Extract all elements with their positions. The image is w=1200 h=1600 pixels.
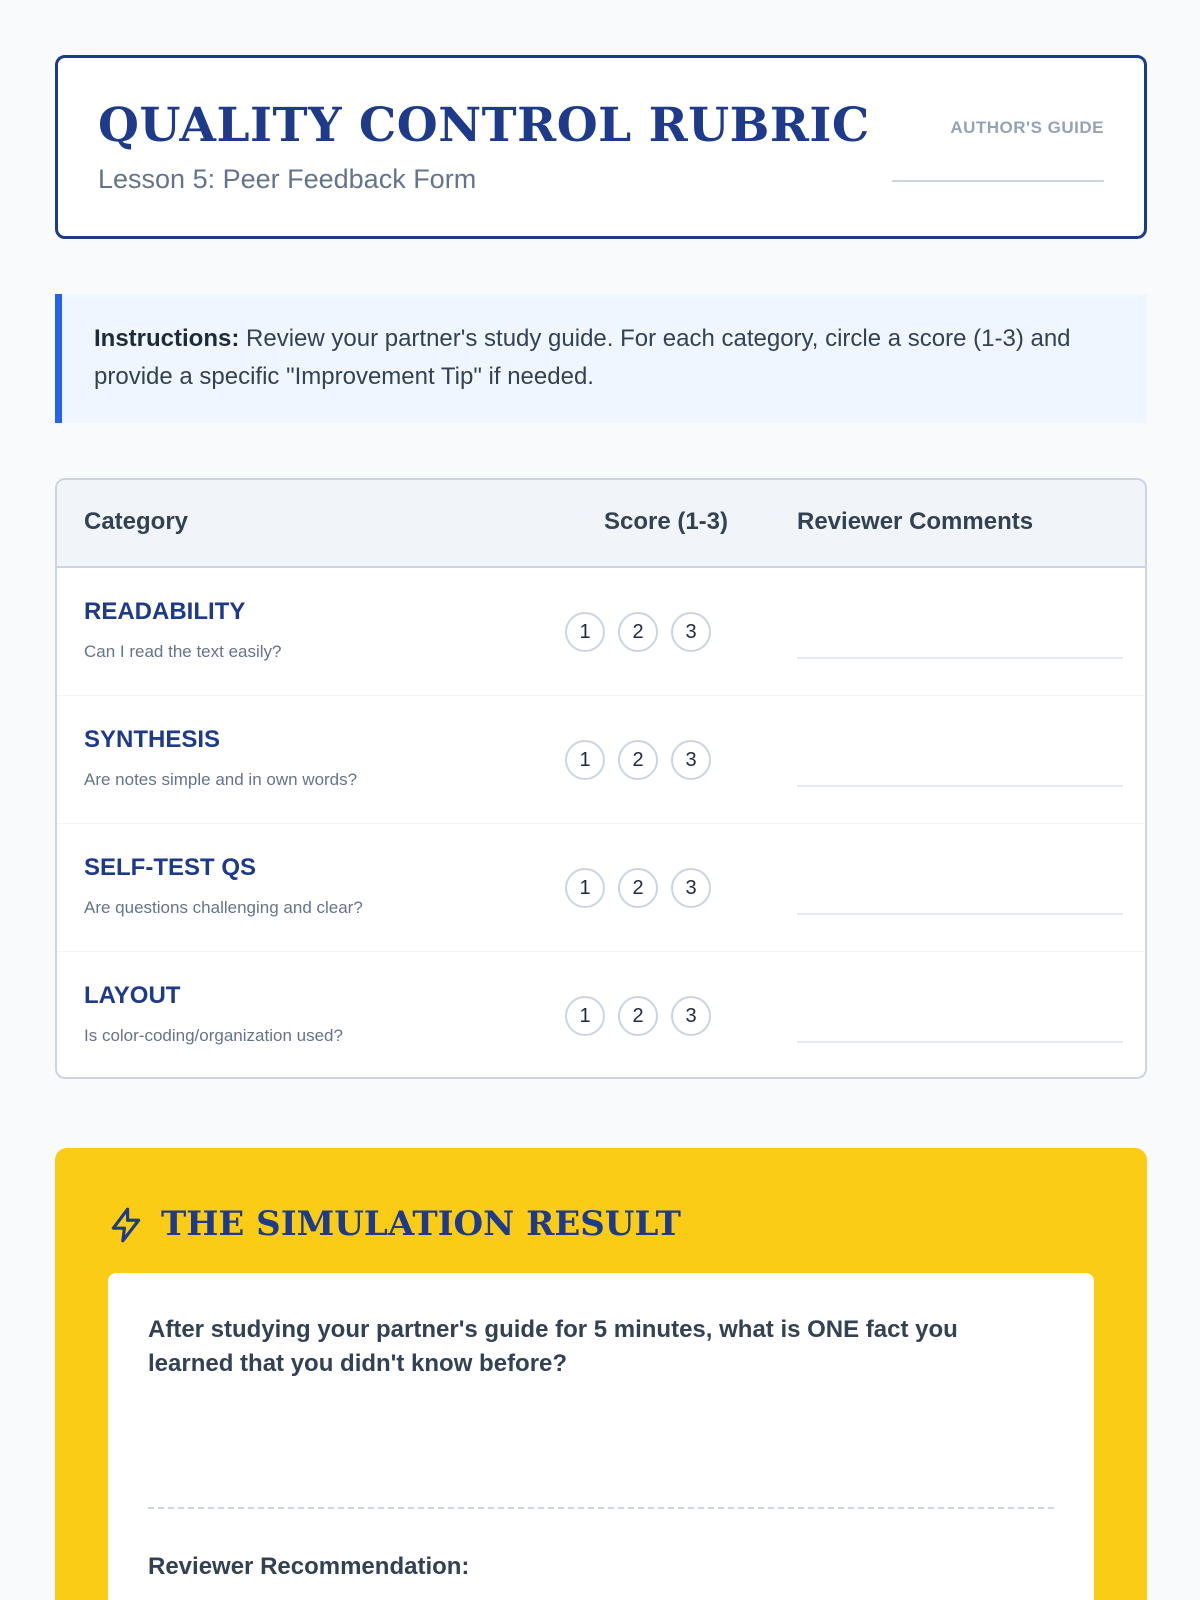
score-option-2[interactable]: 2 bbox=[618, 996, 658, 1036]
simulation-answer-box bbox=[108, 1273, 1094, 1600]
author-guide-label: AUTHOR'S GUIDE bbox=[950, 118, 1104, 137]
category-description: Can I read the text easily? bbox=[84, 642, 282, 661]
reviewer-comment-line[interactable] bbox=[797, 785, 1123, 787]
score-option-1[interactable]: 1 bbox=[565, 996, 605, 1036]
page-subtitle: Lesson 5: Peer Feedback Form bbox=[98, 164, 477, 194]
simulation-title: THE SIMULATION RESULT bbox=[161, 1204, 681, 1244]
score-option-2[interactable]: 2 bbox=[618, 612, 658, 652]
score-option-3[interactable]: 3 bbox=[671, 996, 711, 1036]
column-header-score: Score (1-3) bbox=[603, 508, 729, 535]
simulation-question: After studying your partner's guide for 5 minutes, what is ONE fact you learned that you didn't know before? bbox=[148, 1316, 958, 1377]
instructions-box bbox=[55, 294, 1147, 423]
category-title: SELF-TEST QS bbox=[84, 854, 257, 881]
score-option-3[interactable]: 3 bbox=[671, 868, 711, 908]
score-option-2[interactable]: 2 bbox=[618, 740, 658, 780]
rubric-row-readability bbox=[57, 568, 1145, 696]
score-option-1[interactable]: 1 bbox=[565, 612, 605, 652]
reviewer-comment-line[interactable] bbox=[797, 913, 1123, 915]
score-option-3[interactable]: 3 bbox=[671, 612, 711, 652]
instructions-text: Review your partner's study guide. For each category, circle a score (1-3) and provide a specific "Improvement Tip" if needed. bbox=[94, 325, 1071, 390]
rubric-row-synthesis bbox=[57, 696, 1145, 824]
category-title: LAYOUT bbox=[84, 982, 181, 1009]
score-options bbox=[565, 868, 715, 908]
lightning-icon bbox=[107, 1206, 145, 1244]
rubric-table bbox=[55, 478, 1147, 1079]
column-header-category: Category bbox=[84, 508, 189, 535]
category-title: SYNTHESIS bbox=[84, 726, 221, 753]
author-guide-write-line[interactable] bbox=[892, 180, 1104, 182]
answer-divider bbox=[148, 1507, 1054, 1509]
instructions-label: Instructions: bbox=[94, 325, 240, 352]
score-options bbox=[565, 996, 715, 1036]
score-option-2[interactable]: 2 bbox=[618, 868, 658, 908]
simulation-result-card bbox=[55, 1148, 1147, 1600]
category-description: Is color-coding/organization used? bbox=[84, 1026, 343, 1045]
score-option-1[interactable]: 1 bbox=[565, 868, 605, 908]
score-option-3[interactable]: 3 bbox=[671, 740, 711, 780]
reviewer-comment-line[interactable] bbox=[797, 1041, 1123, 1043]
category-description: Are notes simple and in own words? bbox=[84, 770, 358, 789]
page-title: QUALITY CONTROL RUBRIC bbox=[98, 98, 870, 153]
header-card bbox=[55, 55, 1147, 239]
rubric-header-row bbox=[57, 480, 1145, 568]
column-header-comments: Reviewer Comments bbox=[797, 508, 1034, 535]
reviewer-comment-line[interactable] bbox=[797, 657, 1123, 659]
score-option-1[interactable]: 1 bbox=[565, 740, 605, 780]
score-options bbox=[565, 740, 715, 780]
category-title: READABILITY bbox=[84, 598, 246, 625]
score-options bbox=[565, 612, 715, 652]
reviewer-recommendation-label: Reviewer Recommendation: bbox=[148, 1553, 470, 1580]
rubric-row-layout bbox=[57, 952, 1145, 1079]
rubric-row-self-test bbox=[57, 824, 1145, 952]
category-description: Are questions challenging and clear? bbox=[84, 898, 363, 917]
